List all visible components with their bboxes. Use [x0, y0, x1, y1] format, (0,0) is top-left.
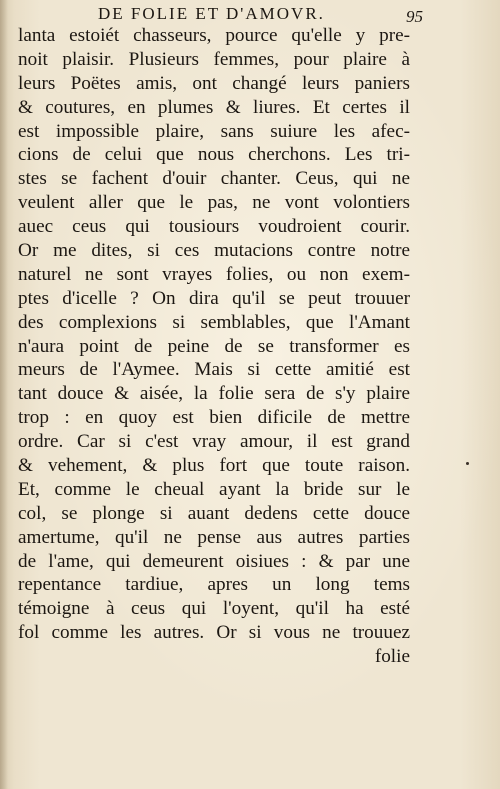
text-line: auec ceus qui tousiours voudroient courir.	[18, 216, 410, 238]
text-line: col, se plonge si auant dedens cette douce	[18, 502, 410, 524]
running-head: DE FOLIE ET D'AMOVR.	[98, 4, 325, 23]
text-line: amertume, qu'il ne pense aus autres parties	[18, 526, 410, 548]
text-line: témoigne à ceus qui l'oyent, qu'il ha esté	[18, 598, 410, 620]
gutter-shadow	[0, 0, 8, 789]
text-line: est impossible plaire, sans suiure les afec-	[18, 120, 410, 142]
text-line: des complexions si semblables, que l'Amant	[18, 311, 410, 333]
catchword: folie	[374, 646, 410, 668]
text-line: tant douce & aisée, la folie sera de s'y plaire	[18, 383, 410, 405]
text-line: naturel ne sont vrayes folies, ou non exem-	[18, 263, 410, 285]
body-text	[18, 24, 410, 669]
text-line: fol comme les autres. Or si vous ne trouuez	[18, 622, 410, 644]
text-line: Or me dites, si ces mutacions contre notre	[18, 240, 410, 262]
text-line: & vehement, & plus fort que toute raison.	[18, 455, 410, 477]
ink-speck	[466, 462, 469, 465]
text-line: stes se fachent d'ouir chanter. Ceus, qui ne	[18, 168, 410, 190]
text-line: n'aura point de peine de se transformer es	[18, 335, 410, 357]
text-line: ptes d'icelle ? On dira qu'il se peut trouuer	[18, 287, 410, 309]
text-line: veulent aller que le pas, ne vont volontiers	[18, 192, 410, 214]
text-line: & coutures, en plumes & liures. Et certes il	[18, 96, 410, 118]
text-line: Et, comme le cheual ayant la bride sur le	[18, 478, 410, 500]
text-line: meurs de l'Aymee. Mais si cette amitié est	[18, 359, 410, 381]
text-line: leurs Poëtes amis, ont changé leurs paniers	[18, 72, 410, 94]
text-line: repentance tardiue, apres un long tems	[18, 574, 410, 596]
text-line: trop : en quoy est bien dificile de mettre	[18, 407, 410, 429]
page-number: 95	[406, 7, 423, 26]
text-line: cions de celui que nous cherchons. Les tri-	[18, 144, 410, 166]
text-line: noit plaisir. Plusieurs femmes, pour plaire à	[18, 48, 410, 70]
text-line: ordre. Car si c'est vray amour, il est grand	[18, 431, 410, 453]
text-line: lanta estoiét chasseurs, pource qu'elle y pre-	[18, 25, 410, 46]
text-line: de l'ame, qui demeurent oisiues : & par une	[18, 550, 410, 572]
